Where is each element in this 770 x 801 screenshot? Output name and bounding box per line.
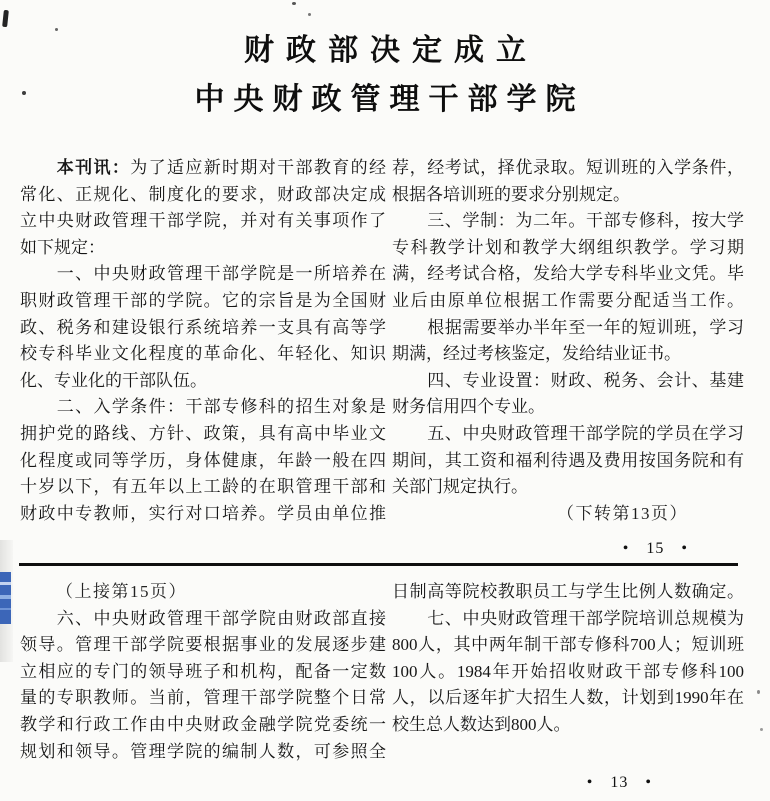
text-line: 100人。1984年开始招收财政干部专修科100 (392, 661, 744, 681)
text-line: 如下规定： (20, 237, 105, 257)
text-line: 立相应的专门的领导班子和机构，配备一定数 (20, 661, 386, 681)
text-line: 二、入学条件：干部专修科的招生对象是 (20, 397, 386, 417)
scan-speck (308, 13, 311, 16)
text-line: 期间，其工资和福利待遇及费用按国务院和有 (392, 450, 744, 470)
scan-speck (292, 2, 296, 5)
section-divider-rule (19, 563, 738, 566)
bottom-section-left-column (20, 579, 386, 765)
text-line: 六、中央财政管理干部学院由财政部直接 (20, 608, 386, 628)
page-number-15: • 15 • (622, 540, 688, 558)
intro-line (20, 155, 386, 182)
text-line: 期满，经过考核鉴定，发给结业证书。 (392, 344, 681, 364)
text-line: 根据各培训班的要求分别规定。 (392, 184, 630, 204)
text-line: 职财政管理干部的学院。它的宗旨是为全国财 (20, 290, 386, 310)
top-section-left-column (20, 155, 386, 527)
text-line: 化程度或同等学历，身体健康，年龄一般在四 (20, 450, 386, 470)
text-line: 十岁以下，有五年以上工龄的在职管理干部和 (20, 477, 386, 497)
text-line: 七、中央财政管理干部学院培训总规模为 (392, 608, 744, 628)
text-line: 关部门规定执行。 (392, 477, 528, 497)
text-line: 满，经考试合格，发给大学专科毕业文凭。毕 (392, 264, 744, 284)
text-line: 人，以后逐年扩大招生人数，计划到1990年在 (392, 688, 744, 708)
scan-speck (22, 91, 26, 95)
scan-artifact-streak (0, 608, 11, 610)
scan-speck (55, 28, 58, 31)
text-line: 规划和领导。管理学院的编制人数，可参照全 (20, 741, 386, 761)
text-line: 教学和行政工作由中央财政金融学院党委统一 (20, 714, 386, 734)
text-line: 业后由原单位根据工作需要分配适当工作。 (392, 290, 744, 310)
top-left-lines (20, 182, 386, 528)
scan-ink-mark (2, 10, 9, 27)
text-line: 量的专职教师。当前，管理干部学院整个日常 (20, 688, 386, 708)
text-line: 专科教学计划和教学大纲组织教学。学习期 (392, 237, 744, 257)
scan-artifact-streak (0, 595, 11, 599)
bottom-right-lines (392, 579, 744, 739)
text-line: 财政中专教师，实行对口培养。学员由单位推 (20, 503, 386, 523)
intro-lead-label: 本刊讯： (20, 158, 131, 177)
scan-speck (760, 728, 763, 731)
text-line: 领导。管理干部学院要根据事业的发展逐步建 (20, 635, 386, 655)
bottom-left-lines (20, 579, 386, 765)
scan-speck (757, 690, 760, 694)
article-title (0, 36, 770, 115)
top-right-lines (392, 155, 744, 501)
text-line: 常化、正规化、制度化的要求，财政部决定成 (20, 184, 386, 204)
text-line: 财务信用四个专业。 (392, 397, 545, 417)
text-line: 日制高等院校教职员工与学生比例人数确定。 (392, 582, 744, 601)
bottom-section-right-column (392, 579, 744, 796)
text-line: 化、专业化的干部队伍。 (20, 370, 207, 390)
text-line: 三、学制：为二年。干部专修科，按大学 (392, 211, 744, 231)
scan-artifact-streak (0, 582, 11, 585)
scan-artifact-blue (0, 572, 11, 624)
text-line: 立中央财政管理干部学院，并对有关事项作了 (20, 211, 386, 231)
text-line: 五、中央财政管理干部学院的学员在学习 (392, 423, 744, 443)
text-line: 校生总人数达到800人。 (392, 714, 571, 734)
text-line: 荐，经考试，择优录取。短训班的入学条件， (392, 158, 744, 177)
top-section-right-column (392, 155, 744, 563)
intro-lead-rest: 为了适应新时期对干部教育的经 (130, 158, 387, 177)
text-line: 四、专业设置：财政、税务、会计、基建 (392, 370, 744, 390)
text-line: 根据需要举办半年至一年的短训班，学习 (392, 317, 744, 337)
text-line: （上接第15页） (56, 582, 187, 601)
text-line: 校专科毕业文化程度的革命化、年轻化、知识 (20, 344, 386, 364)
article-title-line1: 财政部决定成立 (244, 34, 538, 67)
text-line: 政、税务和建设银行系统培养一支具有高等学 (20, 317, 386, 337)
text-line: 一、中央财政管理干部学院是一所培养在 (20, 264, 386, 284)
continued-on-note: （下转第13页） (557, 503, 688, 523)
article-title-line2: 中央财政管理干部学院 (194, 83, 585, 116)
page-number-13: • 13 • (586, 773, 652, 791)
text-line: 800人，其中两年制干部专修科700人；短训班 (392, 635, 744, 655)
text-line: 拥护党的路线、方针、政策，具有高中毕业文 (20, 423, 386, 443)
